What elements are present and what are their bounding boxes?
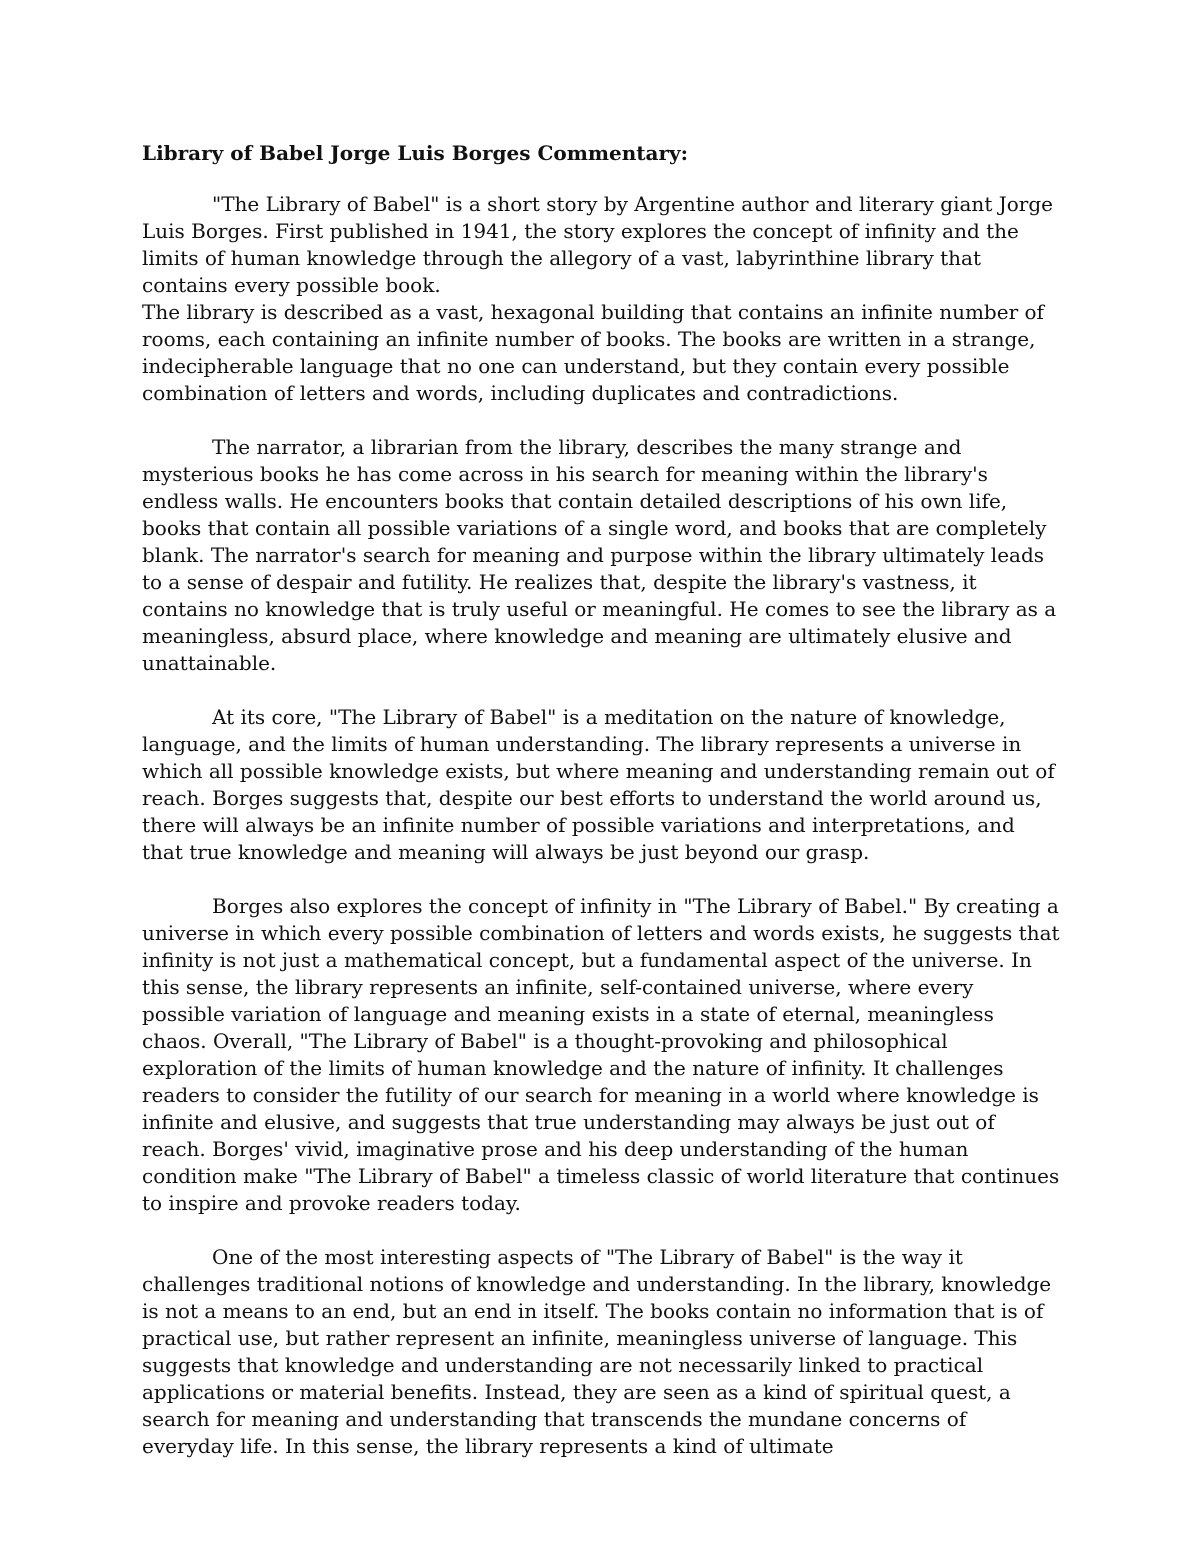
paragraph-narrator: The narrator, a librarian from the library, describes the many strange and mysterious books he has come across in his search for meaning within the library's endless walls. He encounters books that contain detailed descriptions of his own life, books that contain all possible variations of a single word, and books that are completely blank. The narrator's search for meaning and purpose within the library ultimately leads to a sense of despair and futility. He realizes that, despite the library's vastness, it contains no knowledge that is truly useful or meaningful. He comes to see the library as a meaningless, absurd place, where knowledge and meaning are ultimately elusive and unattainable. bbox=[142, 435, 1057, 675]
paragraph-core-meditation: At its core, "The Library of Babel" is a meditation on the nature of knowledge, language, and the limits of human understanding. The library represents a universe in which all possible knowledge exists, but where meaning and understanding remain out of reach. Borges suggests that, despite our best efforts to understand the world around us, there will always be an infinite number of possible variations and interpretations, and that true knowledge and meaning will always be just beyond our grasp. bbox=[142, 705, 1055, 864]
paragraph-infinity: Borges also explores the concept of infinity in "The Library of Babel." By creating a universe in which every possible combination of letters and words exists, he suggests that infinity is not just a mathematical concept, but a fundamental aspect of the universe. In this sense, the library represents an infinite, self-contained universe, where every possible variation of language and meaning exists in a state of eternal, meaningless chaos. Overall, "The Library of Babel" is a thought-provoking and philosophical exploration of the limits of human knowledge and the nature of infinity. It challenges readers to consider the futility of our search for meaning in a world where knowledge is infinite and elusive, and suggests that true understanding may always be just out of reach. Borges' vivid, imaginative prose and his deep understanding of the human condition make "The Library of Babel" a timeless classic of world literature that continues to inspire and provoke readers today. bbox=[142, 894, 1060, 1215]
paragraph-knowledge-notions: One of the most interesting aspects of "The Library of Babel" is the way it challenges traditional notions of knowledge and understanding. In the library, knowledge is not a means to an end, but an end in itself. The books contain no information that is of practical use, but rather represent an infinite, meaningless universe of language. This suggests that knowledge and understanding are not necessarily linked to practical applications or material benefits. Instead, they are seen as a kind of spiritual quest, a search for meaning and understanding that transcends the mundane concerns of everyday life. In this sense, the library represents a kind of ultimate bbox=[142, 1245, 1052, 1458]
paragraph-spacer bbox=[142, 866, 1062, 893]
paragraph-library-description: The library is described as a vast, hexagonal building that contains an infinite number of rooms, each containing an infinite number of books. The books are written in a strange, indecipherable language that no one can understand, but they contain every possible combination of letters and words, including duplicates and contradictions. bbox=[142, 300, 1044, 405]
paragraph-spacer bbox=[142, 407, 1062, 434]
document-body bbox=[142, 140, 1062, 1460]
paragraph-spacer bbox=[142, 677, 1062, 704]
paragraph-intro: "The Library of Babel" is a short story by Argentine author and literary giant Jorge Luis Borges. First published in 1941, the story explores the concept of infinity and the limits of human knowledge through the allegory of a vast, labyrinthine library that contains every possible book. bbox=[142, 192, 1053, 297]
paragraph-spacer bbox=[142, 1217, 1062, 1244]
document-title: Library of Babel Jorge Luis Borges Commentary: bbox=[142, 141, 689, 165]
